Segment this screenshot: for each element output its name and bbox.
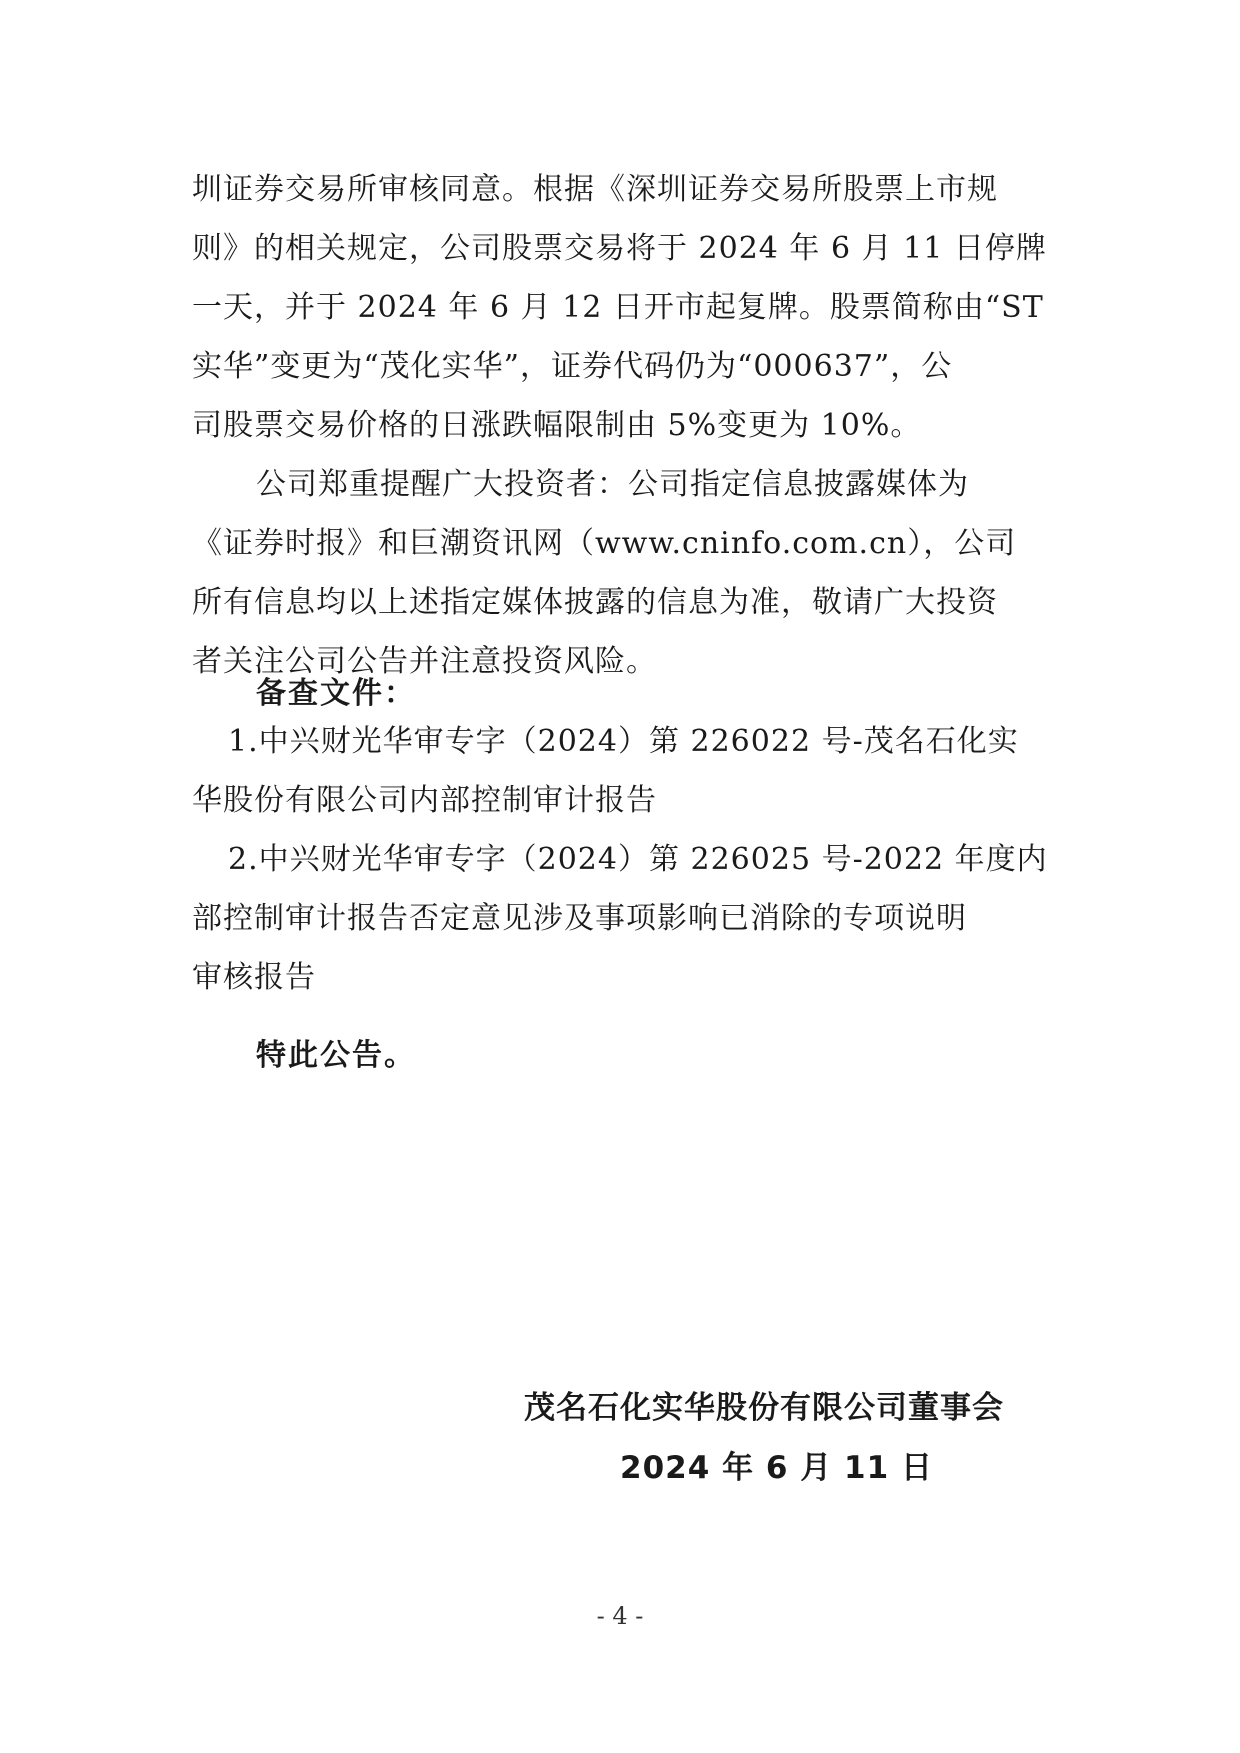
paragraph-investor-reminder (192, 455, 1048, 691)
text-line: 者关注公司公告并注意投资风险。 (192, 644, 657, 679)
signature-date: 2024 年 6 月 11 日 (620, 1450, 933, 1486)
text-line: 所有信息均以上述指定媒体披露的信息为准，敬请广大投资 (192, 585, 998, 620)
text-line: 审核报告 (192, 960, 316, 995)
attachment-item (192, 712, 1048, 830)
text-line: 则》的相关规定，公司股票交易将于 2024 年 6 月 11 日停牌 (192, 231, 1047, 266)
text-line: 司股票交易价格的日涨跌幅限制由 5%变更为 10%。 (192, 408, 922, 443)
body-text (192, 160, 1048, 691)
attachments-heading: 备查文件： (256, 676, 416, 711)
attachment-item (192, 830, 1048, 1007)
page-number: - 4 - (596, 1602, 644, 1630)
text-line: 一天，并于 2024 年 6 月 12 日开市起复牌。股票简称由“ST (192, 290, 1044, 325)
text-line: 1.中兴财光华审专字（2024）第 226022 号-茂名石化实 (228, 724, 1019, 759)
text-line: 实华”变更为“茂化实华”，证券代码仍为“000637”，公 (192, 349, 953, 384)
text-line: 2.中兴财光华审专字（2024）第 226025 号-2022 年度内 (228, 842, 1048, 877)
attachments-list (192, 712, 1048, 1007)
text-line: 《证券时报》和巨潮资讯网（www.cninfo.com.cn），公司 (192, 526, 1017, 561)
signature-company: 茂名石化实华股份有限公司董事会 (524, 1390, 1004, 1426)
text-line: 公司郑重提醒广大投资者：公司指定信息披露媒体为 (256, 467, 969, 502)
text-line: 部控制审计报告否定意见涉及事项影响已消除的专项说明 (192, 901, 967, 936)
text-line: 圳证券交易所审核同意。根据《深圳证券交易所股票上市规 (192, 172, 998, 207)
paragraph-trading-suspension (192, 160, 1048, 455)
closing-statement: 特此公告。 (256, 1038, 416, 1073)
text-line: 华股份有限公司内部控制审计报告 (192, 783, 657, 818)
